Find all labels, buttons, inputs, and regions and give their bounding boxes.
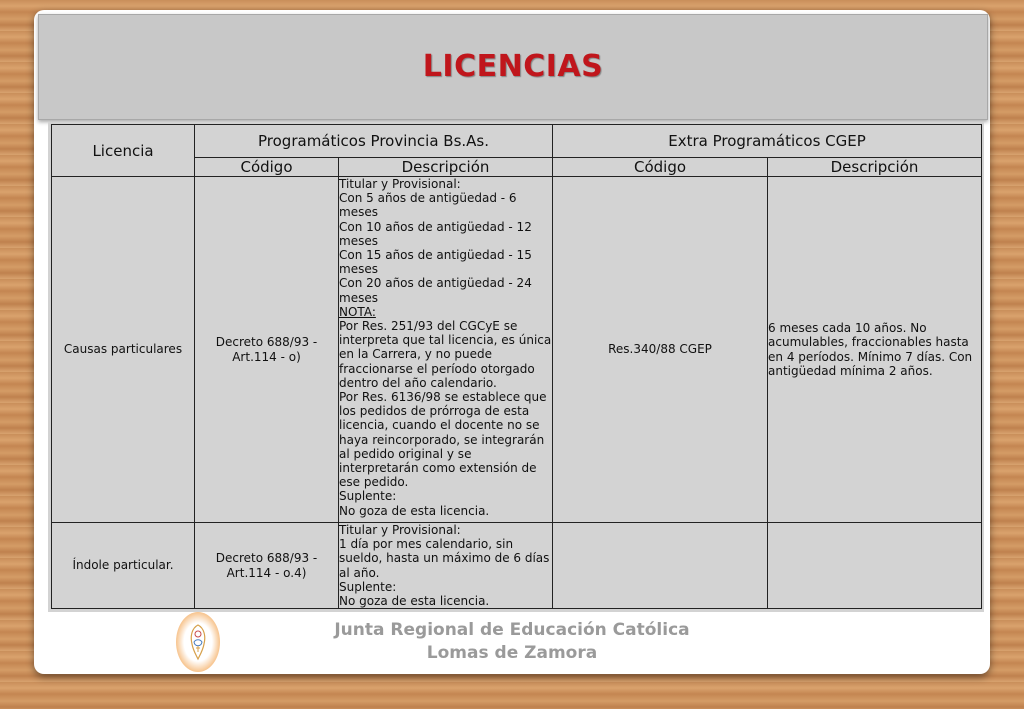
- header-prov-codigo: Código: [195, 158, 339, 177]
- cell-extra-codigo: [553, 523, 768, 609]
- header-prov-descripcion: Descripción: [339, 158, 553, 177]
- cell-extra-descripcion: [768, 523, 982, 609]
- licencias-table-container: [48, 122, 984, 612]
- footer-line-1: Junta Regional de Educación Católica: [334, 620, 690, 640]
- cell-licencia: Índole particular.: [52, 523, 195, 609]
- cell-extra-descripcion: 6 meses cada 10 años. No acumulables, fraccionables hasta en 4 períodos. Mínimo 7 días. Con antigüedad mínima 2 años.: [768, 177, 982, 523]
- footer: [34, 619, 990, 665]
- cell-prov-codigo: Decreto 688/93 - Art.114 - o.4): [195, 523, 339, 609]
- title-bar: [38, 14, 988, 120]
- cell-extra-codigo: Res.340/88 CGEP: [553, 177, 768, 523]
- page-title: LICENCIAS: [422, 49, 604, 84]
- table-row: [52, 177, 982, 523]
- cell-prov-descripcion: Titular y Provisional: Con 5 años de antigüedad - 6 meses Con 10 años de antigüedad - 12 meses Con 15 años de antigüedad - 15 meses Con 20 años de antigüedad - 24 meses NOTA: Por Res. 251/93 del CGCyE se interpreta que tal licencia, es única en la Carrera, y no puede fraccionarse el período otorgado dentro del año calendario. Por Res. 6136/98 se establece que los pedidos de prórroga de esta licencia, cuando el docente no se haya reincorporado, se integrarán al pedido original y se interpretarán como extensión de ese pedido. Suplente: No goza de esta licencia.: [339, 177, 553, 523]
- header-extra-descripcion: Descripción: [768, 158, 982, 177]
- header-licencia: Licencia: [52, 125, 195, 177]
- slide: [34, 10, 990, 674]
- cell-prov-descripcion: Titular y Provisional: 1 día por mes calendario, sin sueldo, hasta un máximo de 6 días al año. Suplente: No goza de esta licencia.: [339, 523, 553, 609]
- header-extra-codigo: Código: [553, 158, 768, 177]
- cell-prov-codigo: Decreto 688/93 - Art.114 - o): [195, 177, 339, 523]
- header-programaticos: Programáticos Provincia Bs.As.: [195, 125, 553, 158]
- licencias-table: [51, 124, 982, 609]
- table-row: [52, 523, 982, 609]
- header-extra-programaticos: Extra Programáticos CGEP: [553, 125, 982, 158]
- cell-licencia: Causas particulares: [52, 177, 195, 523]
- footer-line-2: Lomas de Zamora: [426, 643, 598, 663]
